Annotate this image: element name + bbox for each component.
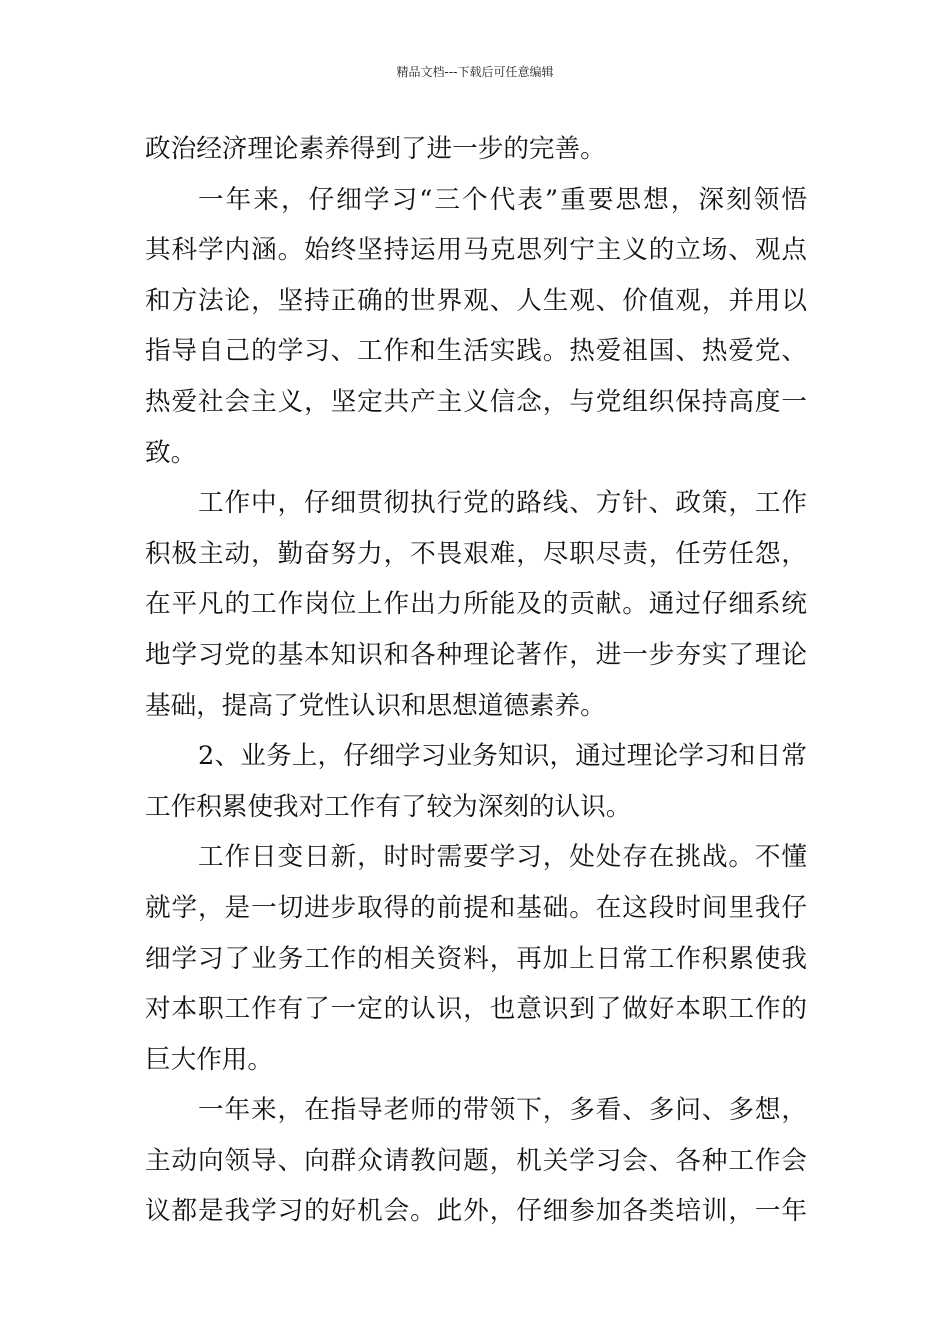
text-line: 政治经济理论素养得到了进一步的完善。 xyxy=(145,134,606,164)
text-line: 基础，提高了党性认识和思想道德素养。 xyxy=(145,690,606,721)
text-line: 在平凡的工作岗位上作出力所能及的贡献。通过仔细系统 xyxy=(145,589,807,620)
text-line: 细学习了业务工作的相关资料，再加上日常工作积累使我 xyxy=(145,943,807,974)
text-line: 就学，是一切进步取得的前提和基础。在这段时间里我仔 xyxy=(145,892,807,923)
text-line: 热爱社会主义，坚定共产主义信念，与党组织保持高度一 xyxy=(145,386,807,417)
text-line: 工作日变日新，时时需要学习，处处存在挑战。不懂 xyxy=(198,842,807,873)
text-line: 议都是我学习的好机会。此外，仔细参加各类培训，一年 xyxy=(145,1196,807,1227)
page-header: 精品文档---下载后可任意编辑 xyxy=(396,65,554,79)
text-line: 致。 xyxy=(145,437,197,468)
text-line: 积极主动，勤奋努力，不畏艰难，尽职尽责，任劳任怨， xyxy=(145,538,807,569)
document-body xyxy=(145,124,807,1237)
text-line: 地学习党的基本知识和各种理论著作，进一步夯实了理论 xyxy=(145,639,807,670)
text-line: 和方法论，坚持正确的世界观、人生观、价值观，并用以 xyxy=(145,285,807,316)
text-line: 工作中，仔细贯彻执行党的路线、方针、政策，工作 xyxy=(198,488,807,519)
text-line: 一年来，仔细学习“三个代表”重要思想，深刻领悟 xyxy=(198,184,807,215)
text-line: 主动向领导、向群众请教问题，机关学习会、各种工作会 xyxy=(145,1145,807,1176)
text-line: 一年来，在指导老师的带领下，多看、多问、多想， xyxy=(198,1095,807,1126)
text-line: 巨大作用。 xyxy=(145,1044,273,1075)
text-line: 工作积累使我对工作有了较为深刻的认识。 xyxy=(145,791,632,822)
text-line: 对本职工作有了一定的认识，也意识到了做好本职工作的 xyxy=(145,994,807,1025)
text-line: 2、业务上，仔细学习业务知识，通过理论学习和日常 xyxy=(198,741,807,772)
text-line: 指导自己的学习、工作和生活实践。热爱祖国、热爱党、 xyxy=(145,336,807,367)
text-line: 其科学内涵。始终坚持运用马克思列宁主义的立场、观点 xyxy=(145,235,807,266)
